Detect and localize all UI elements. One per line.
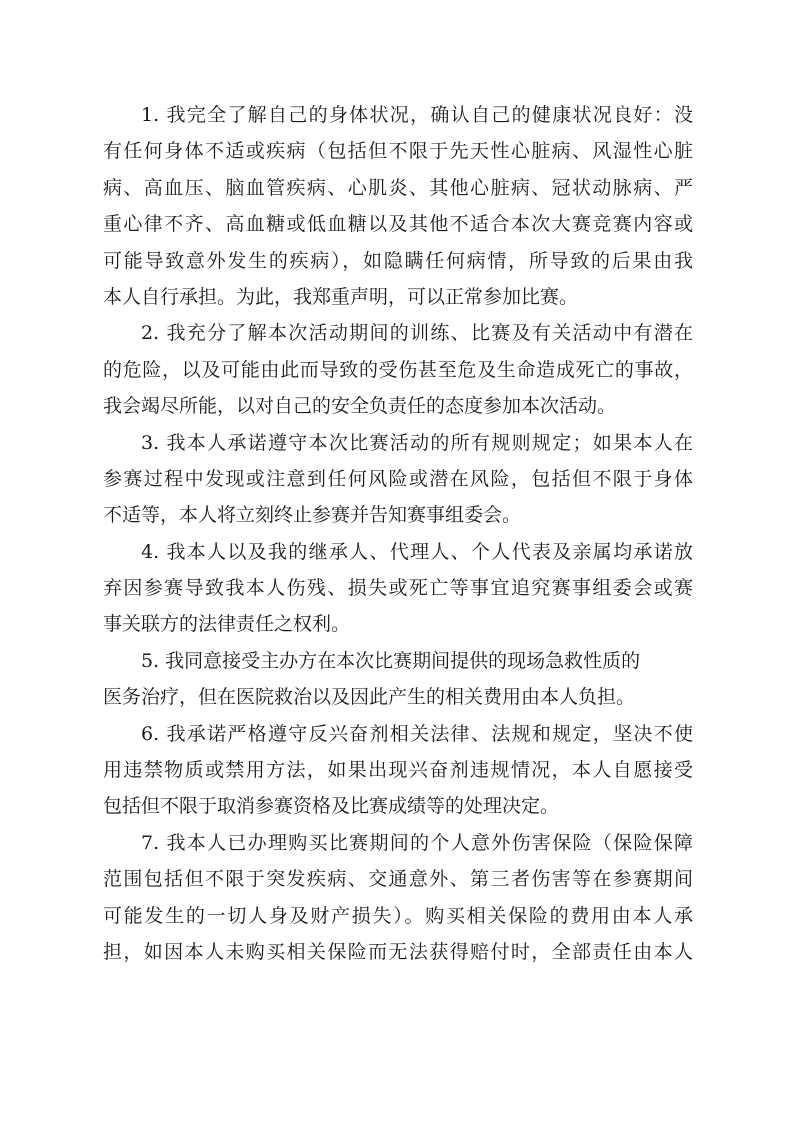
clause-line: 病、高血压、脑血管疾病、心肌炎、其他心脏病、冠状动脉病、严 bbox=[103, 176, 693, 199]
clause-line: 2. 我充分了解本次活动期间的训练、比赛及有关活动中有潜在 bbox=[141, 322, 693, 345]
clause-2 bbox=[103, 315, 693, 424]
clause-line: 担，如因本人未购买相关保险而无法获得赔付时，全部责任由本人 bbox=[103, 940, 693, 963]
clause-4 bbox=[103, 534, 693, 643]
clause-line: 6. 我承诺严格遵守反兴奋剂相关法律、法规和规定，坚决不使 bbox=[141, 722, 693, 745]
clause-line: 医务治疗，但在医院救治以及因此产生的相关费用由本人负担。 bbox=[103, 686, 636, 709]
clause-5 bbox=[103, 643, 693, 716]
clause-line: 重心律不齐、高血糖或低血糖以及其他不适合本次大赛竞赛内容或 bbox=[103, 213, 693, 236]
clause-line: 7. 我本人已办理购买比赛期间的个人意外伤害保险（保险保障 bbox=[141, 831, 693, 854]
clause-line: 弃因参赛导致我本人伤残、损失或死亡等事宜追究赛事组委会或赛 bbox=[103, 577, 693, 600]
clause-line: 我会竭尽所能，以对自己的安全负责任的态度参加本次活动。 bbox=[103, 395, 617, 418]
clause-line: 有任何身体不适或疾病（包括但不限于先天性心脏病、风湿性心脏 bbox=[103, 140, 693, 163]
clause-line: 5. 我同意接受主办方在本次比赛期间提供的现场急救性质的 bbox=[141, 649, 641, 672]
clause-line: 参赛过程中发现或注意到任何风险或潜在风险，包括但不限于身体 bbox=[103, 467, 693, 490]
clause-7 bbox=[103, 825, 693, 971]
clause-line: 用违禁物质或禁用方法，如果出现兴奋剂违规情况，本人自愿接受 bbox=[103, 759, 693, 782]
clause-line: 1. 我完全了解自己的身体状况，确认自己的健康状况良好：没 bbox=[141, 104, 693, 126]
clause-line: 本人自行承担。为此，我郑重声明，可以正常参加比赛。 bbox=[103, 285, 579, 308]
clause-line: 范围包括但不限于突发疾病、交通意外、第三者伤害等在参赛期间 bbox=[103, 868, 693, 891]
clause-line: 可能导致意外发生的疾病），如隐瞒任何病情，所导致的后果由我 bbox=[103, 249, 693, 272]
clause-line: 事关联方的法律责任之权利。 bbox=[103, 613, 351, 636]
clause-line: 4. 我本人以及我的继承人、代理人、个人代表及亲属均承诺放 bbox=[141, 540, 693, 563]
clause-line: 包括但不限于取消参赛资格及比赛成绩等的处理决定。 bbox=[103, 795, 560, 818]
document-body bbox=[103, 97, 693, 970]
clause-3 bbox=[103, 425, 693, 534]
clause-6 bbox=[103, 716, 693, 825]
clause-line: 的危险，以及可能由此而导致的受伤甚至危及生命造成死亡的事故， bbox=[103, 358, 693, 381]
clause-1 bbox=[103, 97, 693, 315]
clause-line: 可能发生的一切人身及财产损失）。购买相关保险的费用由本人承 bbox=[103, 904, 693, 927]
clause-line: 不适等，本人将立刻终止参赛并告知赛事组委会。 bbox=[103, 504, 522, 527]
clause-line: 3. 我本人承诺遵守本次比赛活动的所有规则规定；如果本人在 bbox=[141, 431, 693, 454]
